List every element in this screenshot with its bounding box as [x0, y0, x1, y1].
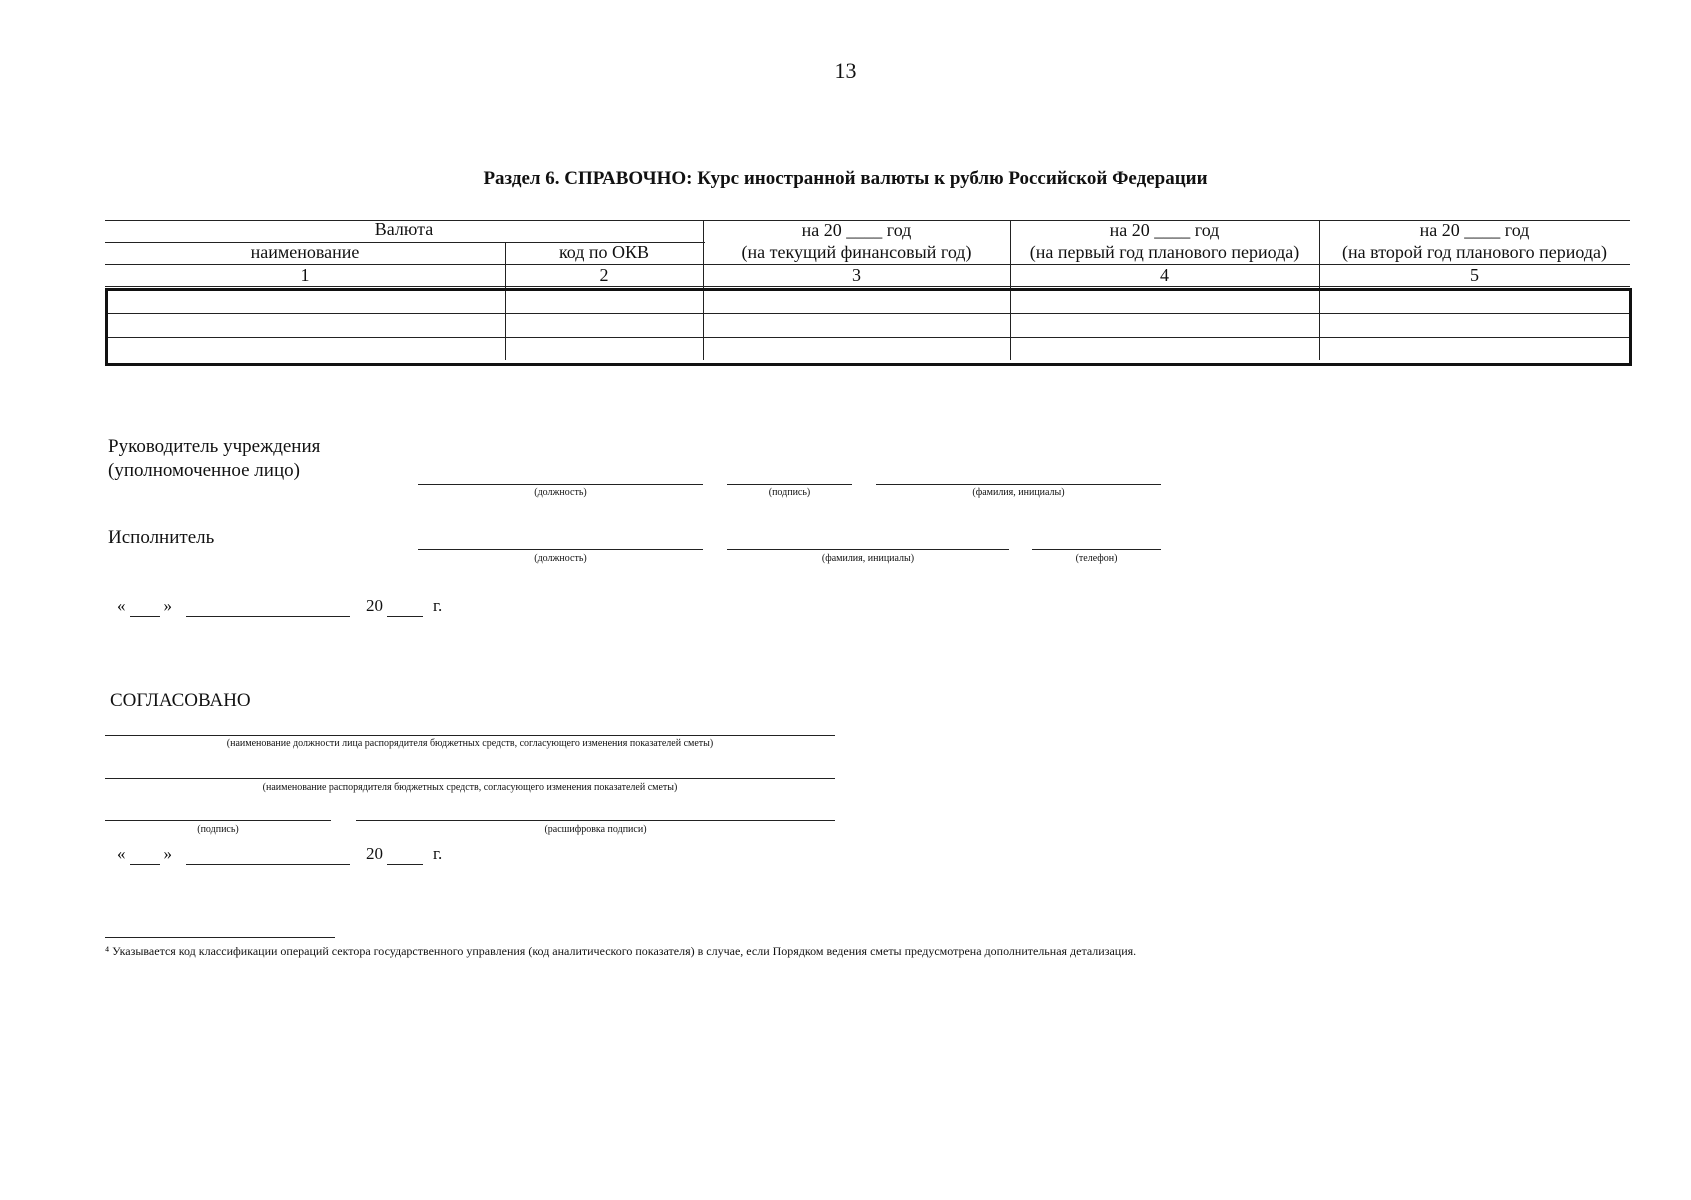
head-signature-line	[727, 484, 852, 485]
col4-header-desc: (на первый год планового периода)	[1029, 242, 1300, 262]
executor-position-line	[418, 549, 703, 550]
day-blank	[130, 846, 160, 865]
numbers-bottom-line	[105, 286, 1630, 287]
col-number-2: 2	[599, 265, 609, 285]
approved-hint-signature: (подпись)	[197, 824, 239, 835]
table-row	[108, 313, 1629, 314]
executor-phone-line	[1032, 549, 1161, 550]
footnote-text: ⁴ Указывается код классификации операций сектора государственного управления (код аналитического показателя) в случае, если Порядком ведения сметы предусмотрена дополнительная детализация.	[105, 944, 1137, 958]
approved-signature-line	[105, 820, 331, 821]
col-number-3: 3	[852, 265, 861, 285]
col5-header-desc: (на второй год планового периода)	[1342, 242, 1607, 262]
head-hint-signature: (подпись)	[768, 487, 811, 498]
approved-decoding-line	[356, 820, 835, 821]
month-blank	[186, 846, 350, 865]
executor-label: Исполнитель	[108, 527, 215, 548]
approved-title: СОГЛАСОВАНО	[110, 690, 251, 711]
col3-header-year: на 20 ____ год	[801, 220, 912, 240]
year-blank	[387, 846, 423, 865]
col-number-1: 1	[300, 265, 310, 285]
month-blank	[186, 598, 350, 617]
date-open-quote: «	[117, 844, 126, 863]
head-hint-name: (фамилия, инициалы)	[972, 487, 1065, 498]
section-title: Раздел 6. СПРАВОЧНО: Курс иностранной валюты к рублю Российской Федерации	[483, 168, 1208, 189]
date-row-1	[117, 596, 442, 617]
year-prefix: 20	[366, 844, 383, 863]
approved-hint-decoding: (расшифровка подписи)	[544, 824, 647, 835]
executor-hint-position: (должность)	[534, 553, 587, 564]
date-close-quote: »	[163, 596, 172, 615]
head-label-line1: Руководитель учреждения	[108, 436, 321, 457]
date-row-2	[117, 844, 442, 865]
date-close-quote: »	[163, 844, 172, 863]
executor-hint-phone: (телефон)	[1075, 553, 1118, 564]
col-header-name: наименование	[250, 242, 360, 262]
head-label-line2: (уполномоченное лицо)	[108, 460, 300, 481]
approved-org-line	[105, 778, 835, 779]
group-header-currency: Валюта	[374, 219, 434, 239]
executor-name-line	[727, 549, 1009, 550]
day-blank	[130, 598, 160, 617]
year-suffix: г.	[433, 596, 443, 615]
col3-header-desc: (на текущий финансовый год)	[741, 242, 972, 262]
table-data-area	[105, 288, 1632, 366]
col-header-code: код по ОКВ	[558, 242, 650, 262]
col-number-4: 4	[1160, 265, 1169, 285]
table-row	[108, 337, 1629, 338]
col-number-5: 5	[1470, 265, 1479, 285]
approved-hint-position: (наименование должности лица распорядителя бюджетных средств, согласующего изменения показателей сметы)	[226, 738, 714, 749]
year-prefix: 20	[366, 596, 383, 615]
page-number: 13	[834, 58, 857, 83]
col4-header-year: на 20 ____ год	[1109, 220, 1220, 240]
approved-hint-org: (наименование распорядителя бюджетных средств, согласующего изменения показателей сметы)	[262, 782, 678, 793]
col5-header-year: на 20 ____ год	[1419, 220, 1530, 240]
head-hint-position: (должность)	[534, 487, 587, 498]
year-suffix: г.	[433, 844, 443, 863]
date-open-quote: «	[117, 596, 126, 615]
approved-position-line	[105, 735, 835, 736]
footnote-separator	[105, 937, 335, 938]
head-position-line	[418, 484, 703, 485]
head-name-line	[876, 484, 1161, 485]
executor-hint-name: (фамилия, инициалы)	[821, 553, 915, 564]
year-blank	[387, 598, 423, 617]
